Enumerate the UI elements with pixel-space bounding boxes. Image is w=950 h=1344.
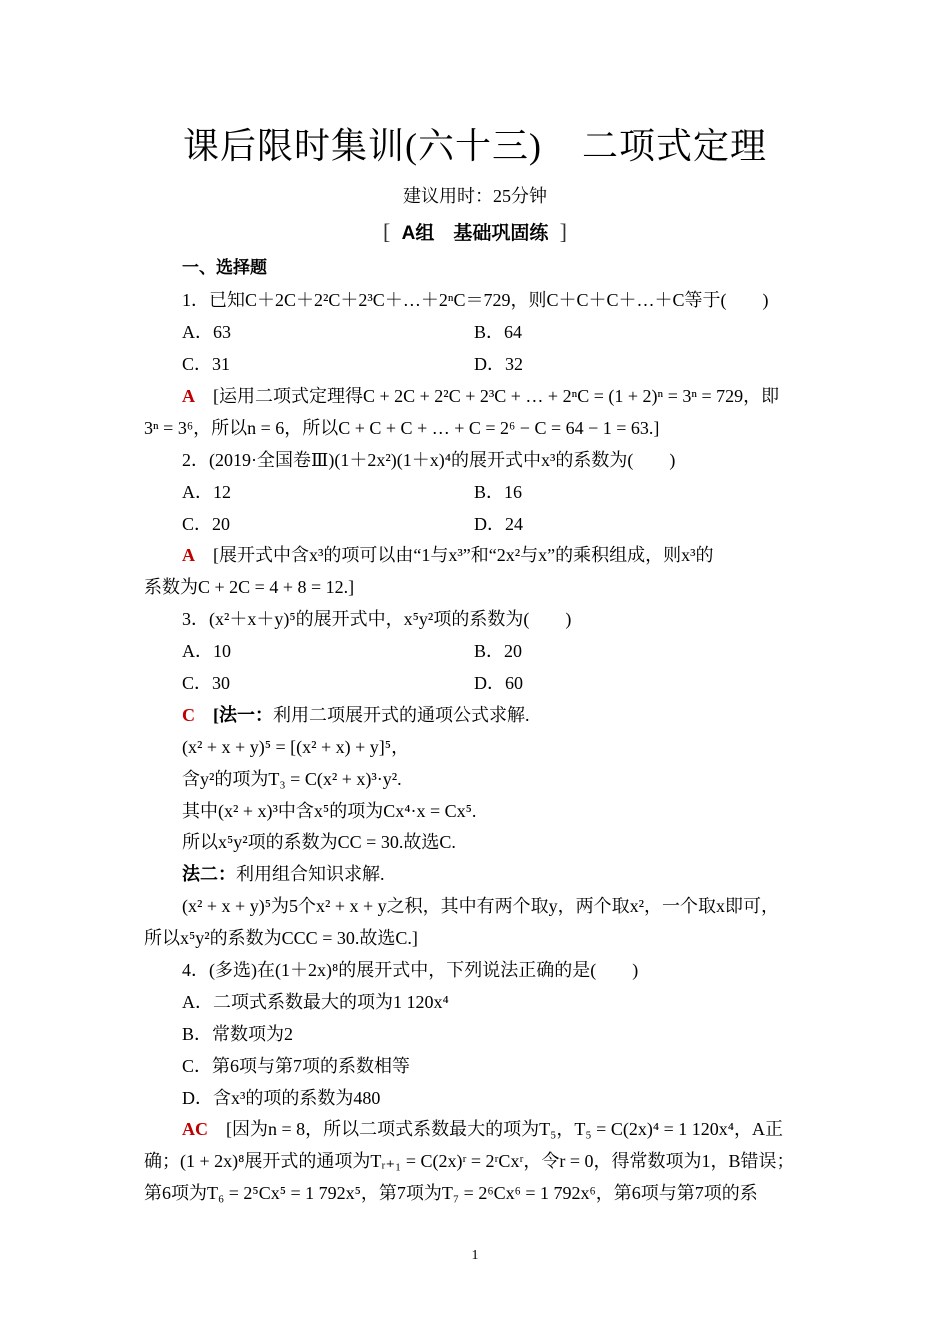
- title-main: 课后限时集训(六十三): [183, 126, 542, 166]
- q2-solution-text: [展开式中含x³的项可以由“1与x³”和“2x²与x”的乘积组成，则x³的: [213, 545, 714, 565]
- q3-method1-line: [182, 703, 530, 727]
- page-title: [0, 118, 950, 169]
- q4-solution-text: [因为n = 8，所以二项式系数最大的项为T₅，T₅ = C(2x)⁴ = 1 120x⁴，A正: [226, 1119, 784, 1139]
- q3-step1: (x² + x + y)⁵ = [(x² + x) + y]⁵，: [182, 737, 410, 757]
- q3-option-a: A．10: [182, 641, 231, 661]
- q3-option-d: D．60: [474, 673, 523, 693]
- q2-option-b: B．16: [474, 482, 523, 502]
- q2-option-a: A．12: [182, 482, 231, 502]
- q3-step3: 其中(x² + x)³中含x⁵的项为Cx⁴·x = Cx⁵.: [182, 801, 477, 821]
- q4-solution-cont1: 确；(1 + 2x)⁸展开式的通项为Tᵣ₊₁ = C(2x)ʳ = 2ʳCxʳ，令r = 0，得常数项为1，B错误；: [144, 1151, 795, 1171]
- group-heading: [0, 218, 950, 245]
- q3-step6: 所以x⁵y²的系数为CCC = 30.故选C.]: [144, 928, 418, 948]
- q3-step5: (x² + x + y)⁵为5个x² + x + y之积，其中有两个取y，两个取x²，一个取x即可，: [182, 896, 780, 916]
- q1-option-b: B．64: [474, 322, 523, 342]
- q3-method2-line: [182, 862, 385, 886]
- suggested-time: 建议用时：25分钟: [403, 186, 547, 206]
- group-bracket-open: [: [383, 219, 391, 244]
- q1-option-d: D．32: [474, 354, 523, 374]
- q3-method2-head: 法二：: [182, 864, 236, 884]
- q1-solution-text: [运用二项式定理得C + 2C + 2²C + 2³C + … + 2ⁿC = (1 + 2)ⁿ = 3ⁿ = 729，即: [213, 386, 780, 406]
- q4-solution-cont2: 第6项为T₆ = 2⁵Cx⁵ = 1 792x⁵，第7项为T₇ = 2⁶Cx⁶ = 1 792x⁶，第6项与第7项的系: [144, 1183, 758, 1203]
- q2-solution-line: [182, 543, 714, 567]
- title-topic: 二项式定理: [581, 126, 767, 166]
- q3-step2: 含y²的项为T₃ = C(x² + x)³·y².: [182, 769, 402, 789]
- q2-option-d: D．24: [474, 514, 523, 534]
- q4-option-d: D．含x³的项的系数为480: [182, 1088, 381, 1108]
- q2-solution-cont: 系数为C + 2C = 4 + 8 = 12.]: [144, 577, 355, 597]
- q3-method1-head: [法一：: [213, 705, 273, 725]
- q3-method2-text: 利用组合知识求解.: [236, 864, 385, 884]
- q1-answer: A: [182, 386, 195, 406]
- q3-option-c: C．30: [182, 673, 231, 693]
- q2-stem: 2．(2019·全国卷Ⅲ)(1＋2x²)(1＋x)⁴的展开式中x³的系数为( ): [182, 450, 676, 470]
- q3-step4: 所以x⁵y²项的系数为CC = 30.故选C.: [182, 832, 456, 852]
- page-number: 1: [471, 1248, 479, 1263]
- q4-option-c: C．第6项与第7项的系数相等: [182, 1056, 411, 1076]
- q4-option-b: B．常数项为2: [182, 1024, 294, 1044]
- q3-method1-text: 利用二项展开式的通项公式求解.: [273, 705, 530, 725]
- q1-solution-line: [182, 384, 779, 408]
- q2-answer: A: [182, 545, 195, 565]
- q4-option-a: A．二项式系数最大的项为1 120x⁴: [182, 992, 449, 1012]
- q1-option-a: A．63: [182, 322, 231, 342]
- q3-stem: 3．(x²＋x＋y)⁵的展开式中，x⁵y²项的系数为( ): [182, 609, 572, 629]
- q3-option-b: B．20: [474, 641, 523, 661]
- section-heading: 一、选择题: [182, 258, 267, 277]
- q1-stem: 1．已知C＋2C＋2²C＋2³C＋…＋2ⁿC＝729，则C＋C＋C＋…＋C等于( ): [182, 290, 769, 310]
- group-bracket-close: ]: [559, 219, 567, 244]
- q3-answer: C: [182, 705, 195, 725]
- q1-option-c: C．31: [182, 354, 231, 374]
- q4-solution-line: [182, 1117, 783, 1141]
- q2-option-c: C．20: [182, 514, 231, 534]
- q4-answer: AC: [182, 1119, 208, 1139]
- q4-stem: 4．(多选)在(1＋2x)⁸的展开式中，下列说法正确的是( ): [182, 960, 639, 980]
- q1-solution-cont: 3ⁿ = 3⁶，所以n = 6，所以C + C + C + … + C = 2⁶ − C = 64 − 1 = 63.]: [144, 418, 660, 438]
- group-label: A组 基础巩固练: [401, 223, 549, 244]
